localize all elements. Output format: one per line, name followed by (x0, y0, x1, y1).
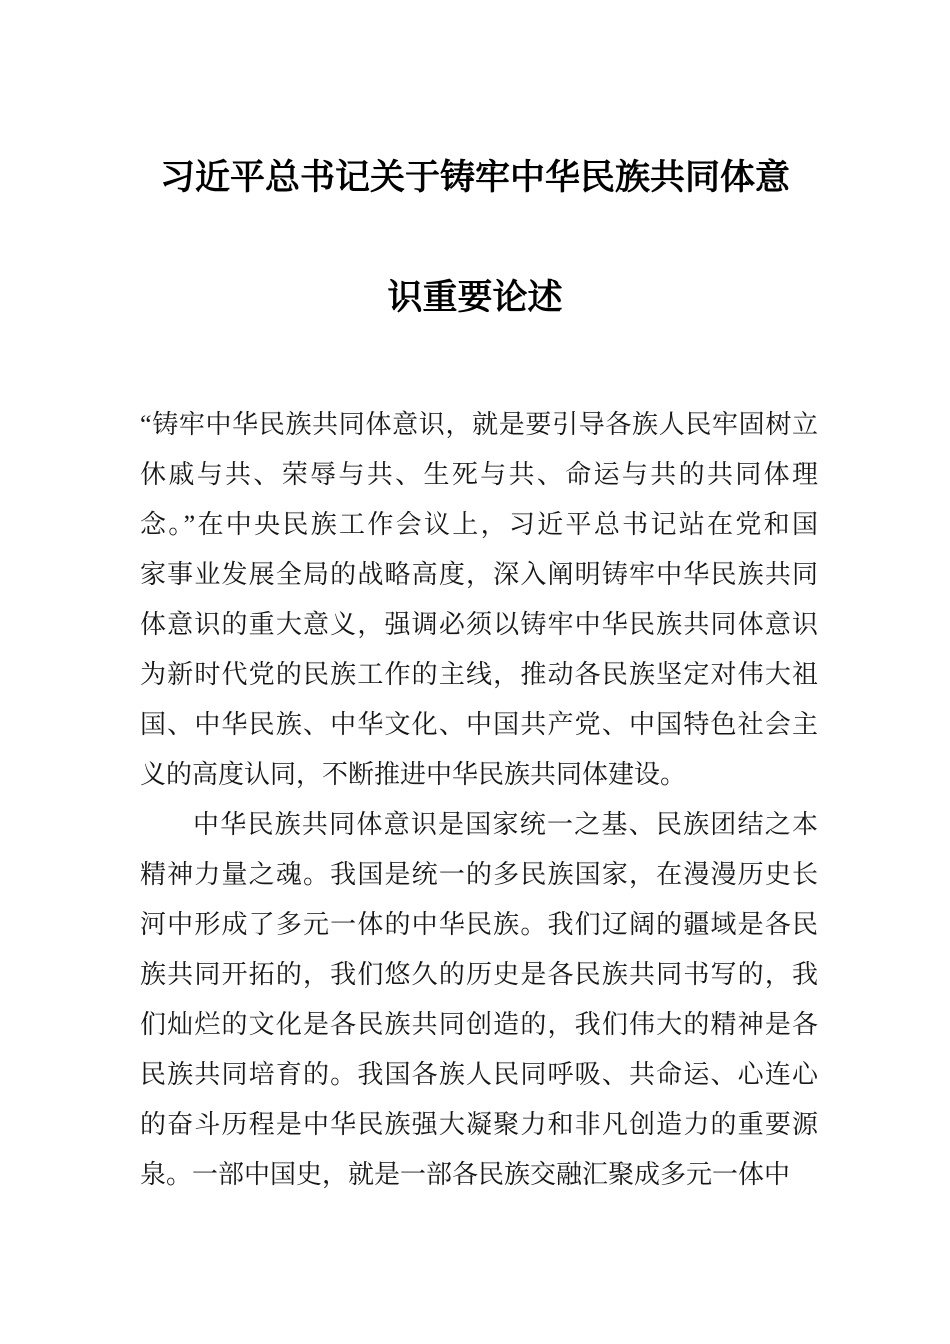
text-line: 泉。一部中国史，就是一部各民族交融汇聚成多元一体中 (140, 1160, 791, 1189)
text-line: 中华民族共同体意识是国家统一之基、民族团结之本 (193, 810, 818, 839)
document-title-line-2: 识重要论述 (387, 278, 563, 317)
document-body (140, 400, 818, 1200)
text-line: 为新时代党的民族工作的主线，推动各民族坚定对伟大祖 (140, 660, 818, 689)
text-line: 家事业发展全局的战略高度，深入阐明铸牢中华民族共同 (140, 560, 818, 589)
text-line: 的奋斗历程是中华民族强大凝聚力和非凡创造力的重要源 (140, 1110, 818, 1139)
text-line: “铸牢中华民族共同体意识，就是要引导各族人民牢固树立 (140, 410, 818, 439)
text-line: 休戚与共、荣辱与共、生死与共、命运与共的共同体理 (140, 460, 818, 489)
text-line: 们灿烂的文化是各民族共同创造的，我们伟大的精神是各 (140, 1010, 818, 1039)
document-title-line-1: 习近平总书记关于铸牢中华民族共同体意 (159, 158, 790, 197)
text-line: 体意识的重大意义，强调必须以铸牢中华民族共同体意识 (140, 610, 818, 639)
document-title (0, 0, 950, 316)
text-line: 义的高度认同，不断推进中华民族共同体建设。 (140, 760, 687, 789)
text-line: 民族共同培育的。我国各族人民同呼吸、共命运、心连心 (140, 1060, 818, 1089)
text-line: 念。”在中央民族工作会议上，习近平总书记站在党和国 (140, 510, 818, 539)
text-line: 国、中华民族、中华文化、中国共产党、中国特色社会主 (140, 710, 818, 739)
text-line: 精神力量之魂。我国是统一的多民族国家，在漫漫历史长 (140, 860, 818, 889)
text-line: 河中形成了多元一体的中华民族。我们辽阔的疆域是各民 (140, 910, 818, 939)
text-line: 族共同开拓的，我们悠久的历史是各民族共同书写的，我 (140, 960, 818, 989)
